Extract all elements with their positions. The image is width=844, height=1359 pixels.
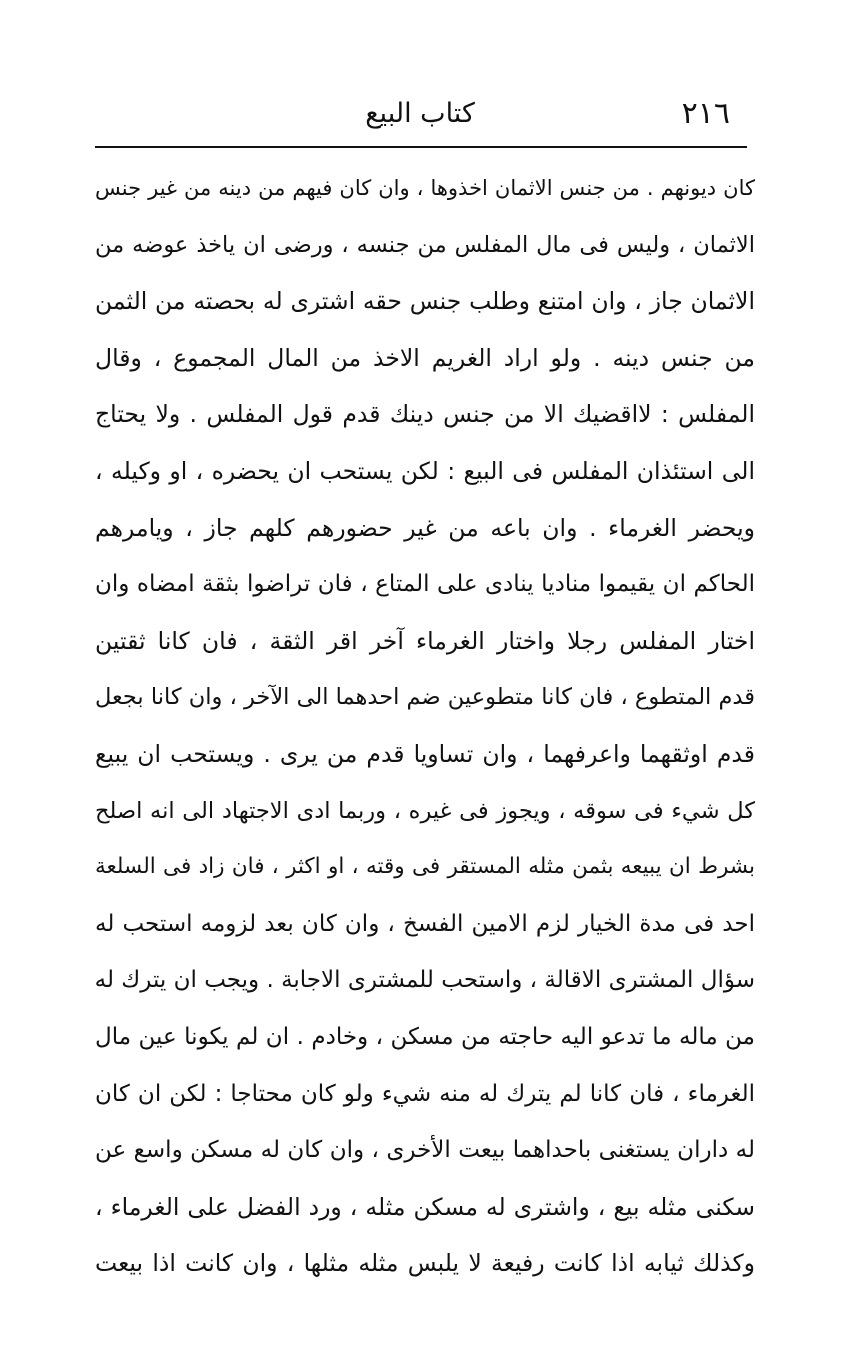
body-text (95, 160, 755, 1292)
page-number: ٢١٦ (681, 96, 730, 131)
text-line: سؤال المشترى الاقالة ، واستحب للمشترى الاجابة . ويجب ان يترك له (95, 967, 755, 994)
running-title: كتاب البيع (365, 98, 475, 129)
text-line: الاثمان جاز ، وان امتنع وطلب جنس حقه اشترى له بحصته من الثمن (95, 287, 755, 316)
text-line: احد فى مدة الخيار لزم الامين الفسخ ، وان كان بعد لزومه استحب له (95, 910, 755, 937)
text-line: اختار المفلس رجلا واختار الغرماء آخر اقر الثقة ، فان كانا ثقتين (95, 626, 755, 655)
text-line: من جنس دينه . ولو اراد الغريم الاخذ من المال المجموع ، وقال (95, 343, 755, 372)
text-line: كان ديونهم . من جنس الاثمان اخذوها ، وان كان فيهم من دينه من غير جنس (95, 176, 755, 200)
text-line: كل شيء فى سوقه ، ويجوز فى غيره ، وربما ادى الاجتهاد الى انه اصلح (95, 797, 755, 824)
text-line: الغرماء ، فان كانا لم يترك له منه شيء ولو كان محتاجا : لكن ان كان (95, 1080, 755, 1107)
text-line: بشرط ان يبيعه بثمن مثله المستقر فى وقته ، او اكثر ، فان زاد فى السلعة (95, 854, 755, 880)
text-line: الحاكم ان يقيموا مناديا ينادى على المتاع ، فان تراضوا بثقة امضاه وان (95, 571, 755, 598)
text-line: الى استئذان المفلس فى البيع : لكن يستحب ان يحضره ، او وكيله ، (95, 456, 755, 485)
text-line: سكنى مثله بيع ، واشترى له مسكن مثله ، ورد الفضل على الغرماء ، (95, 1192, 755, 1221)
header-divider (95, 146, 747, 148)
text-line: وكذلك ثيابه اذا كانت رفيعة لا يلبس مثله مثلها ، وان كانت اذا بيعت (95, 1249, 755, 1278)
text-line: قدم المتطوع ، فان كانا متطوعين ضم احدهما الى الآخر ، وان كانا بجعل (95, 684, 755, 711)
text-line: المفلس : لااقضيك الا من جنس دينك قدم قول المفلس . ولا يحتاج (95, 400, 755, 429)
text-line: من ماله ما تدعو اليه حاجته من مسكن ، وخادم . ان لم يكونا عين مال (95, 1023, 755, 1050)
page-header (95, 86, 745, 142)
text-line: الاثمان ، وليس فى مال المفلس من جنسه ، ورضى ان ياخذ عوضه من (95, 231, 755, 258)
text-line: ويحضر الغرماء . وان باعه من غير حضورهم كلهم جاز ، ويامرهم (95, 513, 755, 542)
text-line: له داران يستغنى باحداهما بيعت الأخرى ، وان كان له مسكن واسع عن (95, 1137, 755, 1164)
text-line: قدم اوثقهما واعرفهما ، وان تساويا قدم من يرى . ويستحب ان يبيع (95, 739, 755, 768)
